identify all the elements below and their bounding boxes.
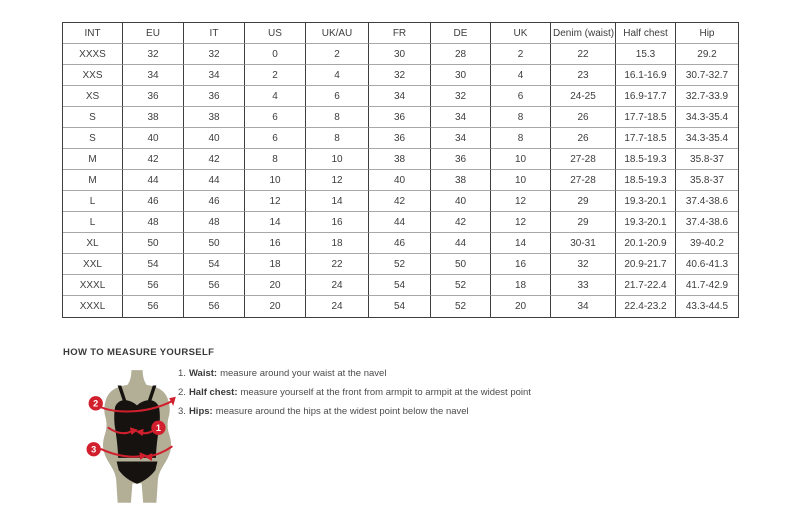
size-table-cell: 52 bbox=[431, 275, 491, 296]
size-table-cell: 54 bbox=[369, 296, 431, 317]
size-table-cell: 56 bbox=[123, 275, 184, 296]
measure-section-heading: HOW TO MEASURE YOURSELF bbox=[63, 347, 215, 358]
measure-step-hips bbox=[178, 406, 531, 417]
size-table-cell: 23 bbox=[551, 65, 616, 86]
size-table-cell: S bbox=[63, 107, 123, 128]
size-table-cell: 6 bbox=[245, 128, 306, 149]
size-table-row bbox=[63, 44, 738, 65]
size-table-cell: 22 bbox=[551, 44, 616, 65]
size-table-cell: 40 bbox=[431, 191, 491, 212]
size-table-cell: 20.9-21.7 bbox=[616, 254, 676, 275]
size-table-cell: 39-40.2 bbox=[676, 233, 738, 254]
size-table-cell: 44 bbox=[369, 212, 431, 233]
size-table-cell: 4 bbox=[245, 86, 306, 107]
size-table-cell: 14 bbox=[306, 191, 369, 212]
column-header: Denim (waist) bbox=[551, 23, 616, 44]
size-table-cell: 38 bbox=[369, 149, 431, 170]
size-table-cell: 4 bbox=[491, 65, 551, 86]
size-table-cell: 42 bbox=[123, 149, 184, 170]
size-table-cell: 37.4-38.6 bbox=[676, 212, 738, 233]
size-table-cell: 19.3-20.1 bbox=[616, 212, 676, 233]
size-table-cell: 17.7-18.5 bbox=[616, 128, 676, 149]
column-header: IT bbox=[184, 23, 245, 44]
size-table-cell: 2 bbox=[306, 44, 369, 65]
size-table-cell: 32 bbox=[431, 86, 491, 107]
marker-chest: 2 bbox=[93, 398, 99, 409]
size-table-cell: 38 bbox=[431, 170, 491, 191]
size-table-cell: 24-25 bbox=[551, 86, 616, 107]
size-table-cell: 46 bbox=[369, 233, 431, 254]
size-table-cell: 18 bbox=[491, 275, 551, 296]
size-table-cell: 10 bbox=[491, 170, 551, 191]
size-table-cell: 29 bbox=[551, 191, 616, 212]
size-table-cell: 46 bbox=[184, 191, 245, 212]
size-table-cell: 30.7-32.7 bbox=[676, 65, 738, 86]
size-table-row bbox=[63, 149, 738, 170]
size-table-cell: 8 bbox=[491, 107, 551, 128]
size-table-cell: 0 bbox=[245, 44, 306, 65]
marker-hips: 3 bbox=[91, 444, 97, 455]
size-table-cell: 52 bbox=[369, 254, 431, 275]
size-table-cell: 40 bbox=[123, 128, 184, 149]
size-table-cell: 34.3-35.4 bbox=[676, 107, 738, 128]
size-table-cell: 34 bbox=[369, 86, 431, 107]
column-header: INT bbox=[63, 23, 123, 44]
size-table-row bbox=[63, 65, 738, 86]
size-table-cell: 30-31 bbox=[551, 233, 616, 254]
size-table-cell: 18 bbox=[306, 233, 369, 254]
size-table-cell: 15.3 bbox=[616, 44, 676, 65]
size-table-cell: 21.7-22.4 bbox=[616, 275, 676, 296]
size-table-cell: 16 bbox=[491, 254, 551, 275]
size-table-cell: 40 bbox=[184, 128, 245, 149]
size-table-cell: 36 bbox=[184, 86, 245, 107]
size-table-cell: 20.1-20.9 bbox=[616, 233, 676, 254]
size-table-row bbox=[63, 86, 738, 107]
size-table-cell: 27-28 bbox=[551, 149, 616, 170]
size-table-head-row bbox=[63, 23, 738, 44]
size-table-cell: 34 bbox=[431, 128, 491, 149]
size-table-cell: 40.6-41.3 bbox=[676, 254, 738, 275]
size-table-cell: 18.5-19.3 bbox=[616, 170, 676, 191]
size-table-cell: 32 bbox=[551, 254, 616, 275]
size-table-cell: 6 bbox=[245, 107, 306, 128]
size-table-cell: 32 bbox=[123, 44, 184, 65]
size-table-cell: 52 bbox=[431, 296, 491, 317]
size-table-cell: 34 bbox=[184, 65, 245, 86]
size-table-cell: 20 bbox=[491, 296, 551, 317]
size-table-cell: 10 bbox=[245, 170, 306, 191]
size-table-cell: 46 bbox=[123, 191, 184, 212]
size-table-row bbox=[63, 275, 738, 296]
size-table-cell: 36 bbox=[123, 86, 184, 107]
size-table-cell: 8 bbox=[306, 107, 369, 128]
size-table-cell: 54 bbox=[123, 254, 184, 275]
size-table-cell: 30 bbox=[369, 44, 431, 65]
size-table-cell: 20 bbox=[245, 296, 306, 317]
step-number: 2. bbox=[178, 387, 186, 398]
size-table-cell: XL bbox=[63, 233, 123, 254]
size-table-cell: 12 bbox=[491, 191, 551, 212]
size-table-cell: 16.9-17.7 bbox=[616, 86, 676, 107]
step-number: 3. bbox=[178, 406, 186, 417]
size-table-cell: 41.7-42.9 bbox=[676, 275, 738, 296]
size-table-cell: 42 bbox=[184, 149, 245, 170]
size-table-cell: 4 bbox=[306, 65, 369, 86]
size-table-cell: 26 bbox=[551, 107, 616, 128]
size-table-cell: 10 bbox=[306, 149, 369, 170]
size-table-cell: 2 bbox=[245, 65, 306, 86]
size-table-cell: 35.8-37 bbox=[676, 170, 738, 191]
size-table-row bbox=[63, 128, 738, 149]
size-table-cell: M bbox=[63, 149, 123, 170]
measurement-figure bbox=[84, 369, 186, 507]
size-table-cell: 14 bbox=[245, 212, 306, 233]
size-table-cell: 56 bbox=[123, 296, 184, 317]
size-table-cell: 16 bbox=[306, 212, 369, 233]
size-table-cell: 10 bbox=[491, 149, 551, 170]
size-table-cell: 32 bbox=[184, 44, 245, 65]
step-number: 1. bbox=[178, 368, 186, 379]
size-table-cell: XS bbox=[63, 86, 123, 107]
size-table-cell: 50 bbox=[123, 233, 184, 254]
size-table-cell: XXXL bbox=[63, 275, 123, 296]
column-header: US bbox=[245, 23, 306, 44]
size-table-cell: 26 bbox=[551, 128, 616, 149]
size-table-cell: 44 bbox=[123, 170, 184, 191]
size-table-cell: 16 bbox=[245, 233, 306, 254]
size-table-cell: 33 bbox=[551, 275, 616, 296]
measure-step-half-chest bbox=[178, 387, 531, 398]
size-table-row bbox=[63, 107, 738, 128]
size-table-cell: 29 bbox=[551, 212, 616, 233]
step-label: Half chest: bbox=[188, 387, 238, 398]
size-table-cell: XXXL bbox=[63, 296, 123, 317]
size-table-cell: 36 bbox=[431, 149, 491, 170]
size-table-cell: 18.5-19.3 bbox=[616, 149, 676, 170]
size-table-cell: L bbox=[63, 191, 123, 212]
size-table-body bbox=[63, 44, 738, 317]
size-table-cell: 8 bbox=[306, 128, 369, 149]
size-table-cell: 16.1-16.9 bbox=[616, 65, 676, 86]
size-table-cell: 36 bbox=[369, 107, 431, 128]
column-header: FR bbox=[369, 23, 431, 44]
size-table-cell: 44 bbox=[184, 170, 245, 191]
size-table-cell: 35.8-37 bbox=[676, 149, 738, 170]
size-table-cell: 34 bbox=[123, 65, 184, 86]
size-table-cell: 18 bbox=[245, 254, 306, 275]
size-table-cell: 42 bbox=[431, 212, 491, 233]
size-table-cell: XXXS bbox=[63, 44, 123, 65]
size-table-cell: 29.2 bbox=[676, 44, 738, 65]
size-table-cell: 56 bbox=[184, 275, 245, 296]
size-table-cell: 50 bbox=[431, 254, 491, 275]
size-table-cell: XXS bbox=[63, 65, 123, 86]
size-table-cell: 37.4-38.6 bbox=[676, 191, 738, 212]
size-table-row bbox=[63, 212, 738, 233]
measure-steps-list bbox=[178, 368, 531, 425]
column-header: EU bbox=[123, 23, 184, 44]
size-table-cell: 14 bbox=[491, 233, 551, 254]
size-table-cell: 19.3-20.1 bbox=[616, 191, 676, 212]
size-table-cell: 34 bbox=[551, 296, 616, 317]
size-table-row bbox=[63, 233, 738, 254]
step-text: measure around the hips at the widest point below the navel bbox=[215, 406, 469, 417]
size-table-row bbox=[63, 296, 738, 317]
size-table-cell: M bbox=[63, 170, 123, 191]
size-table-cell: 12 bbox=[491, 212, 551, 233]
step-label: Waist: bbox=[188, 368, 218, 379]
size-table-cell: 22.4-23.2 bbox=[616, 296, 676, 317]
column-header: Half chest bbox=[616, 23, 676, 44]
size-table-cell: 54 bbox=[184, 254, 245, 275]
size-table-row bbox=[63, 191, 738, 212]
size-table-cell: 32 bbox=[369, 65, 431, 86]
size-table-cell: 40 bbox=[369, 170, 431, 191]
size-table-cell: 38 bbox=[184, 107, 245, 128]
size-table-cell: 12 bbox=[306, 170, 369, 191]
measure-step-waist bbox=[178, 368, 531, 379]
size-table-cell: 54 bbox=[369, 275, 431, 296]
size-chart-table bbox=[62, 22, 739, 318]
size-table-cell: 22 bbox=[306, 254, 369, 275]
size-table-cell: 17.7-18.5 bbox=[616, 107, 676, 128]
column-header: UK/AU bbox=[306, 23, 369, 44]
size-table-cell: S bbox=[63, 128, 123, 149]
size-table-cell: 24 bbox=[306, 296, 369, 317]
step-text: measure around your waist at the navel bbox=[220, 368, 387, 379]
size-table-cell: 38 bbox=[123, 107, 184, 128]
size-table-cell: 56 bbox=[184, 296, 245, 317]
size-table-cell: 36 bbox=[369, 128, 431, 149]
size-table-cell: 50 bbox=[184, 233, 245, 254]
size-table-row bbox=[63, 170, 738, 191]
size-table-cell: 6 bbox=[306, 86, 369, 107]
size-table-cell: XXL bbox=[63, 254, 123, 275]
size-table-cell: 2 bbox=[491, 44, 551, 65]
size-table-cell: 8 bbox=[491, 128, 551, 149]
size-table-cell: 34.3-35.4 bbox=[676, 128, 738, 149]
column-header: Hip bbox=[676, 23, 738, 44]
marker-waist: 1 bbox=[155, 423, 162, 434]
size-table-cell: 44 bbox=[431, 233, 491, 254]
size-table-cell: 34 bbox=[431, 107, 491, 128]
size-table-cell: L bbox=[63, 212, 123, 233]
column-header: DE bbox=[431, 23, 491, 44]
column-header: UK bbox=[491, 23, 551, 44]
mannequin-illustration-icon bbox=[84, 369, 186, 507]
size-table-cell: 20 bbox=[245, 275, 306, 296]
step-label: Hips: bbox=[188, 406, 213, 417]
size-table-cell: 32.7-33.9 bbox=[676, 86, 738, 107]
size-table-cell: 6 bbox=[491, 86, 551, 107]
size-table-cell: 8 bbox=[245, 149, 306, 170]
size-table-cell: 30 bbox=[431, 65, 491, 86]
size-table-cell: 27-28 bbox=[551, 170, 616, 191]
size-table-cell: 43.3-44.5 bbox=[685, 301, 729, 312]
size-table-cell: 12 bbox=[245, 191, 306, 212]
step-text: measure yourself at the front from armpit to armpit at the widest point bbox=[240, 387, 531, 398]
size-table-cell: 48 bbox=[123, 212, 184, 233]
size-table-cell: 42 bbox=[369, 191, 431, 212]
size-table-cell: 28 bbox=[431, 44, 491, 65]
size-table-cell: 48 bbox=[184, 212, 245, 233]
size-table-cell: 24 bbox=[306, 275, 369, 296]
size-table-row bbox=[63, 254, 738, 275]
